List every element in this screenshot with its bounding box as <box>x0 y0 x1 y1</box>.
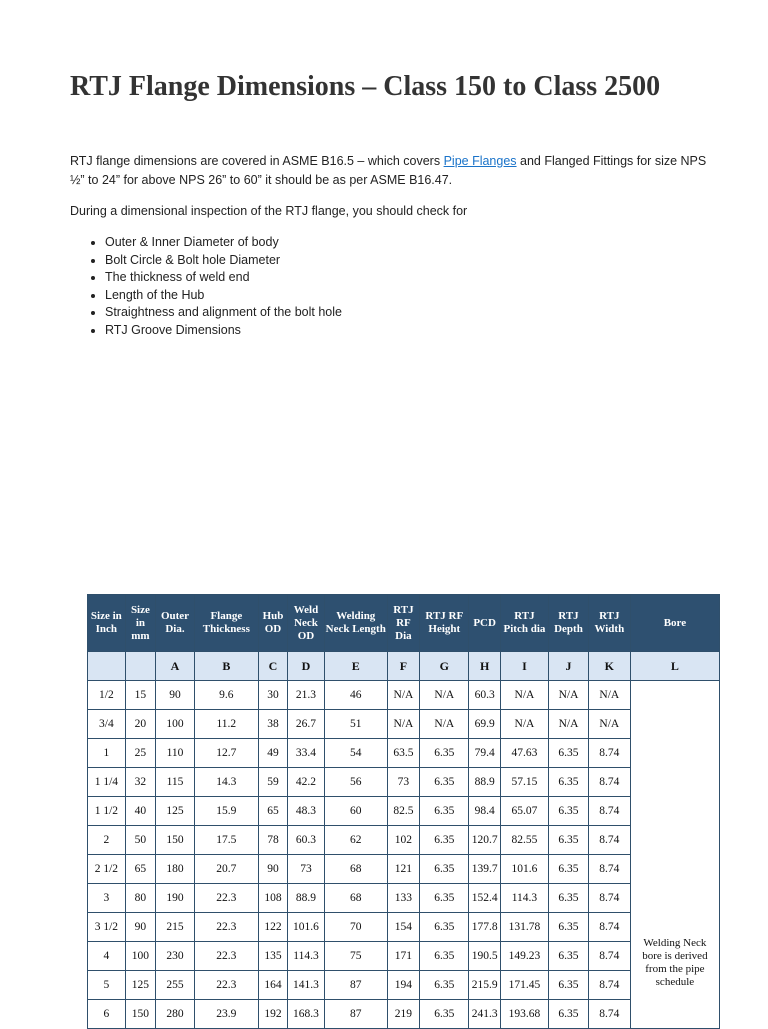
table-cell: 54 <box>324 739 387 768</box>
table-cell: 5 <box>88 971 126 1000</box>
table-cell: 139.7 <box>469 855 500 884</box>
table-cell: N/A <box>588 681 630 710</box>
table-cell: 215.9 <box>469 971 500 1000</box>
table-cell: 60.3 <box>469 681 500 710</box>
table-cell: 32 <box>125 768 155 797</box>
column-letter <box>88 652 126 681</box>
table-cell: 33.4 <box>288 739 325 768</box>
table-cell: 68 <box>324 884 387 913</box>
table-cell: 8.74 <box>588 971 630 1000</box>
table-cell: 22.3 <box>194 913 258 942</box>
table-cell: 30 <box>258 681 287 710</box>
checklist-item: • The thickness of weld end <box>105 269 342 287</box>
column-header: RTJ RF Height <box>420 595 469 652</box>
table-cell: 57.15 <box>500 768 548 797</box>
table-body <box>88 681 720 1029</box>
column-letter: B <box>194 652 258 681</box>
table-cell: 215 <box>156 913 195 942</box>
table-cell: N/A <box>420 681 469 710</box>
table-cell: 79.4 <box>469 739 500 768</box>
table-cell: 6.35 <box>420 797 469 826</box>
table-cell: 180 <box>156 855 195 884</box>
table-cell: 6.35 <box>420 826 469 855</box>
column-header: RTJ Width <box>588 595 630 652</box>
table-cell: 219 <box>387 1000 419 1029</box>
table-cell: 6.35 <box>420 942 469 971</box>
table-cell: 3 <box>88 884 126 913</box>
table-cell: 82.55 <box>500 826 548 855</box>
table-cell: 1 1/4 <box>88 768 126 797</box>
column-header: RTJ RF Dia <box>387 595 419 652</box>
table-cell: 125 <box>125 971 155 1000</box>
table-cell: 21.3 <box>288 681 325 710</box>
pipe-flanges-link[interactable]: Pipe Flanges <box>443 154 517 168</box>
table-row <box>88 768 720 797</box>
table-cell: 49 <box>258 739 287 768</box>
table-cell: 48.3 <box>288 797 325 826</box>
table-cell: 230 <box>156 942 195 971</box>
checklist-item: • Straightness and alignment of the bolt hole <box>105 304 342 322</box>
table-cell: 42.2 <box>288 768 325 797</box>
table-cell: 78 <box>258 826 287 855</box>
table-cell: 69.9 <box>469 710 500 739</box>
table-row <box>88 942 720 971</box>
column-letter: J <box>549 652 589 681</box>
table-cell: 6.35 <box>549 768 589 797</box>
table-cell: N/A <box>387 681 419 710</box>
table-cell: 6.35 <box>549 797 589 826</box>
page-title: RTJ Flange Dimensions – Class 150 to Class 2500 <box>70 71 661 102</box>
table-cell: 150 <box>125 1000 155 1029</box>
table-cell: 26.7 <box>288 710 325 739</box>
table-cell: 150 <box>156 826 195 855</box>
table-cell: 6.35 <box>549 971 589 1000</box>
table-cell: 73 <box>387 768 419 797</box>
table-cell: 11.2 <box>194 710 258 739</box>
table-cell: 17.5 <box>194 826 258 855</box>
column-letter: I <box>500 652 548 681</box>
column-header: Hub OD <box>258 595 287 652</box>
table-cell: 8.74 <box>588 913 630 942</box>
table-cell: 12.7 <box>194 739 258 768</box>
table-cell: 6.35 <box>549 942 589 971</box>
table-cell: 177.8 <box>469 913 500 942</box>
table-cell: 65 <box>125 855 155 884</box>
table-cell: 46 <box>324 681 387 710</box>
column-letter: C <box>258 652 287 681</box>
column-header: RTJ Pitch dia <box>500 595 548 652</box>
table-cell: 101.6 <box>288 913 325 942</box>
table-cell: 65.07 <box>500 797 548 826</box>
table-cell: 190 <box>156 884 195 913</box>
column-header: RTJ Depth <box>549 595 589 652</box>
table-cell: 1 1/2 <box>88 797 126 826</box>
table-cell: 108 <box>258 884 287 913</box>
table-cell: 6.35 <box>420 855 469 884</box>
table-cell: 8.74 <box>588 884 630 913</box>
table-cell: 98.4 <box>469 797 500 826</box>
table-cell: 192 <box>258 1000 287 1029</box>
table-row <box>88 826 720 855</box>
table-cell: 255 <box>156 971 195 1000</box>
table-cell: 190.5 <box>469 942 500 971</box>
table-cell: 114.3 <box>500 884 548 913</box>
checklist-item: • Outer & Inner Diameter of body <box>105 234 342 252</box>
table-cell: 87 <box>324 1000 387 1029</box>
column-letter: H <box>469 652 500 681</box>
table-row <box>88 797 720 826</box>
table-row <box>88 681 720 710</box>
table-cell: 50 <box>125 826 155 855</box>
table-cell: 25 <box>125 739 155 768</box>
table-cell: 22.3 <box>194 971 258 1000</box>
table-cell: 3 1/2 <box>88 913 126 942</box>
table-cell: 114.3 <box>288 942 325 971</box>
table-cell: 62 <box>324 826 387 855</box>
table-cell: 15.9 <box>194 797 258 826</box>
table-cell: 8.74 <box>588 942 630 971</box>
table-cell: N/A <box>549 710 589 739</box>
table-cell: 6.35 <box>420 884 469 913</box>
table-cell: 8.74 <box>588 768 630 797</box>
table-cell: 70 <box>324 913 387 942</box>
table-cell: 87 <box>324 971 387 1000</box>
column-letter: G <box>420 652 469 681</box>
table-cell: 20 <box>125 710 155 739</box>
table-cell: 82.5 <box>387 797 419 826</box>
table-cell: 73 <box>288 855 325 884</box>
column-letter: F <box>387 652 419 681</box>
table-cell: 6.35 <box>549 826 589 855</box>
table-cell: 102 <box>387 826 419 855</box>
column-letter <box>125 652 155 681</box>
table-cell: 22.3 <box>194 942 258 971</box>
table-row <box>88 884 720 913</box>
table-cell: 56 <box>324 768 387 797</box>
intro-text-after-link: and Flanged Fittings for size NPS ½” to 24” for above NPS 26” to 60” it should be as per ASME B16.47. <box>70 154 707 187</box>
table-cell: 90 <box>125 913 155 942</box>
table-cell: 6.35 <box>420 1000 469 1029</box>
table-cell: 38 <box>258 710 287 739</box>
table-cell: 2 1/2 <box>88 855 126 884</box>
bore-note: Welding Neck bore is derived from the pipe schedule <box>642 937 708 988</box>
table-cell: 194 <box>387 971 419 1000</box>
table-cell: 23.9 <box>194 1000 258 1029</box>
checklist-item: • Bolt Circle & Bolt hole Diameter <box>105 252 342 270</box>
table-cell: 171.45 <box>500 971 548 1000</box>
table-cell: 90 <box>156 681 195 710</box>
table-cell: 122 <box>258 913 287 942</box>
table-cell: 9.6 <box>194 681 258 710</box>
table-cell: 115 <box>156 768 195 797</box>
table-cell: 133 <box>387 884 419 913</box>
table-cell: 280 <box>156 1000 195 1029</box>
table-cell: 154 <box>387 913 419 942</box>
table-cell: N/A <box>588 710 630 739</box>
table-cell: 193.68 <box>500 1000 548 1029</box>
column-letter: A <box>156 652 195 681</box>
table-cell: 80 <box>125 884 155 913</box>
table-cell: 6.35 <box>420 913 469 942</box>
column-letter: K <box>588 652 630 681</box>
table-cell: 4 <box>88 942 126 971</box>
table-cell: 47.63 <box>500 739 548 768</box>
intro-text-before-link: RTJ flange dimensions are covered in ASME B16.5 – which covers <box>70 154 444 168</box>
table-cell: 60 <box>324 797 387 826</box>
table-cell: 6.35 <box>549 1000 589 1029</box>
table-cell: 6.35 <box>549 913 589 942</box>
column-header: Size in Inch <box>88 595 126 652</box>
table-cell: 88.9 <box>288 884 325 913</box>
table-letter-row <box>88 652 720 681</box>
intro-paragraph <box>70 152 720 190</box>
checklist-item: • RTJ Groove Dimensions <box>105 322 342 340</box>
table-cell: 15 <box>125 681 155 710</box>
column-header: Bore <box>630 595 719 652</box>
table-row <box>88 855 720 884</box>
table-cell: 8.74 <box>588 826 630 855</box>
table-cell: 152.4 <box>469 884 500 913</box>
table-row <box>88 1000 720 1029</box>
table-header-row <box>88 595 720 652</box>
table-cell: 6.35 <box>549 884 589 913</box>
table-cell: 100 <box>156 710 195 739</box>
inspection-intro: During a dimensional inspection of the RTJ flange, you should check for <box>70 204 468 218</box>
table-cell: N/A <box>549 681 589 710</box>
table-cell: 241.3 <box>469 1000 500 1029</box>
table-cell: 90 <box>258 855 287 884</box>
table-cell: 8.74 <box>588 1000 630 1029</box>
table-cell: 75 <box>324 942 387 971</box>
table-cell: N/A <box>387 710 419 739</box>
table-cell: 101.6 <box>500 855 548 884</box>
column-header: Flange Thickness <box>194 595 258 652</box>
table-cell: N/A <box>420 710 469 739</box>
table-cell: 51 <box>324 710 387 739</box>
table-cell: 6.35 <box>420 768 469 797</box>
table-cell: 1/2 <box>88 681 126 710</box>
table-row <box>88 710 720 739</box>
table-row <box>88 971 720 1000</box>
table-cell: 171 <box>387 942 419 971</box>
table-cell: 135 <box>258 942 287 971</box>
table-cell: 6.35 <box>549 739 589 768</box>
table-cell: 2 <box>88 826 126 855</box>
table-cell: N/A <box>500 681 548 710</box>
table-cell: 110 <box>156 739 195 768</box>
table-cell: 59 <box>258 768 287 797</box>
table-cell: 168.3 <box>288 1000 325 1029</box>
bore-note-cell <box>630 681 719 1029</box>
column-header: Weld Neck OD <box>288 595 325 652</box>
column-letter: E <box>324 652 387 681</box>
column-letter: L <box>630 652 719 681</box>
table-cell: 149.23 <box>500 942 548 971</box>
column-header: Size in mm <box>125 595 155 652</box>
table-cell: N/A <box>500 710 548 739</box>
table-cell: 121 <box>387 855 419 884</box>
table-cell: 6.35 <box>549 855 589 884</box>
table-cell: 6.35 <box>420 971 469 1000</box>
table-cell: 100 <box>125 942 155 971</box>
table-cell: 141.3 <box>288 971 325 1000</box>
column-header: Outer Dia. <box>156 595 195 652</box>
table-cell: 8.74 <box>588 739 630 768</box>
table-cell: 14.3 <box>194 768 258 797</box>
table-cell: 164 <box>258 971 287 1000</box>
table-cell: 6.35 <box>420 739 469 768</box>
table-row <box>88 913 720 942</box>
checklist-item: • Length of the Hub <box>105 287 342 305</box>
inspection-checklist <box>70 234 342 339</box>
table-cell: 65 <box>258 797 287 826</box>
table-cell: 22.3 <box>194 884 258 913</box>
table-cell: 63.5 <box>387 739 419 768</box>
rtj-dimensions-table <box>87 594 720 1029</box>
table-cell: 60.3 <box>288 826 325 855</box>
column-header: PCD <box>469 595 500 652</box>
column-header: Welding Neck Length <box>324 595 387 652</box>
table-cell: 125 <box>156 797 195 826</box>
table-cell: 8.74 <box>588 855 630 884</box>
table-cell: 8.74 <box>588 797 630 826</box>
table-cell: 131.78 <box>500 913 548 942</box>
table-cell: 68 <box>324 855 387 884</box>
column-letter: D <box>288 652 325 681</box>
table-cell: 40 <box>125 797 155 826</box>
table-cell: 120.7 <box>469 826 500 855</box>
table-cell: 88.9 <box>469 768 500 797</box>
table-cell: 3/4 <box>88 710 126 739</box>
table-cell: 20.7 <box>194 855 258 884</box>
table-cell: 1 <box>88 739 126 768</box>
table-cell: 6 <box>88 1000 126 1029</box>
table-row <box>88 739 720 768</box>
